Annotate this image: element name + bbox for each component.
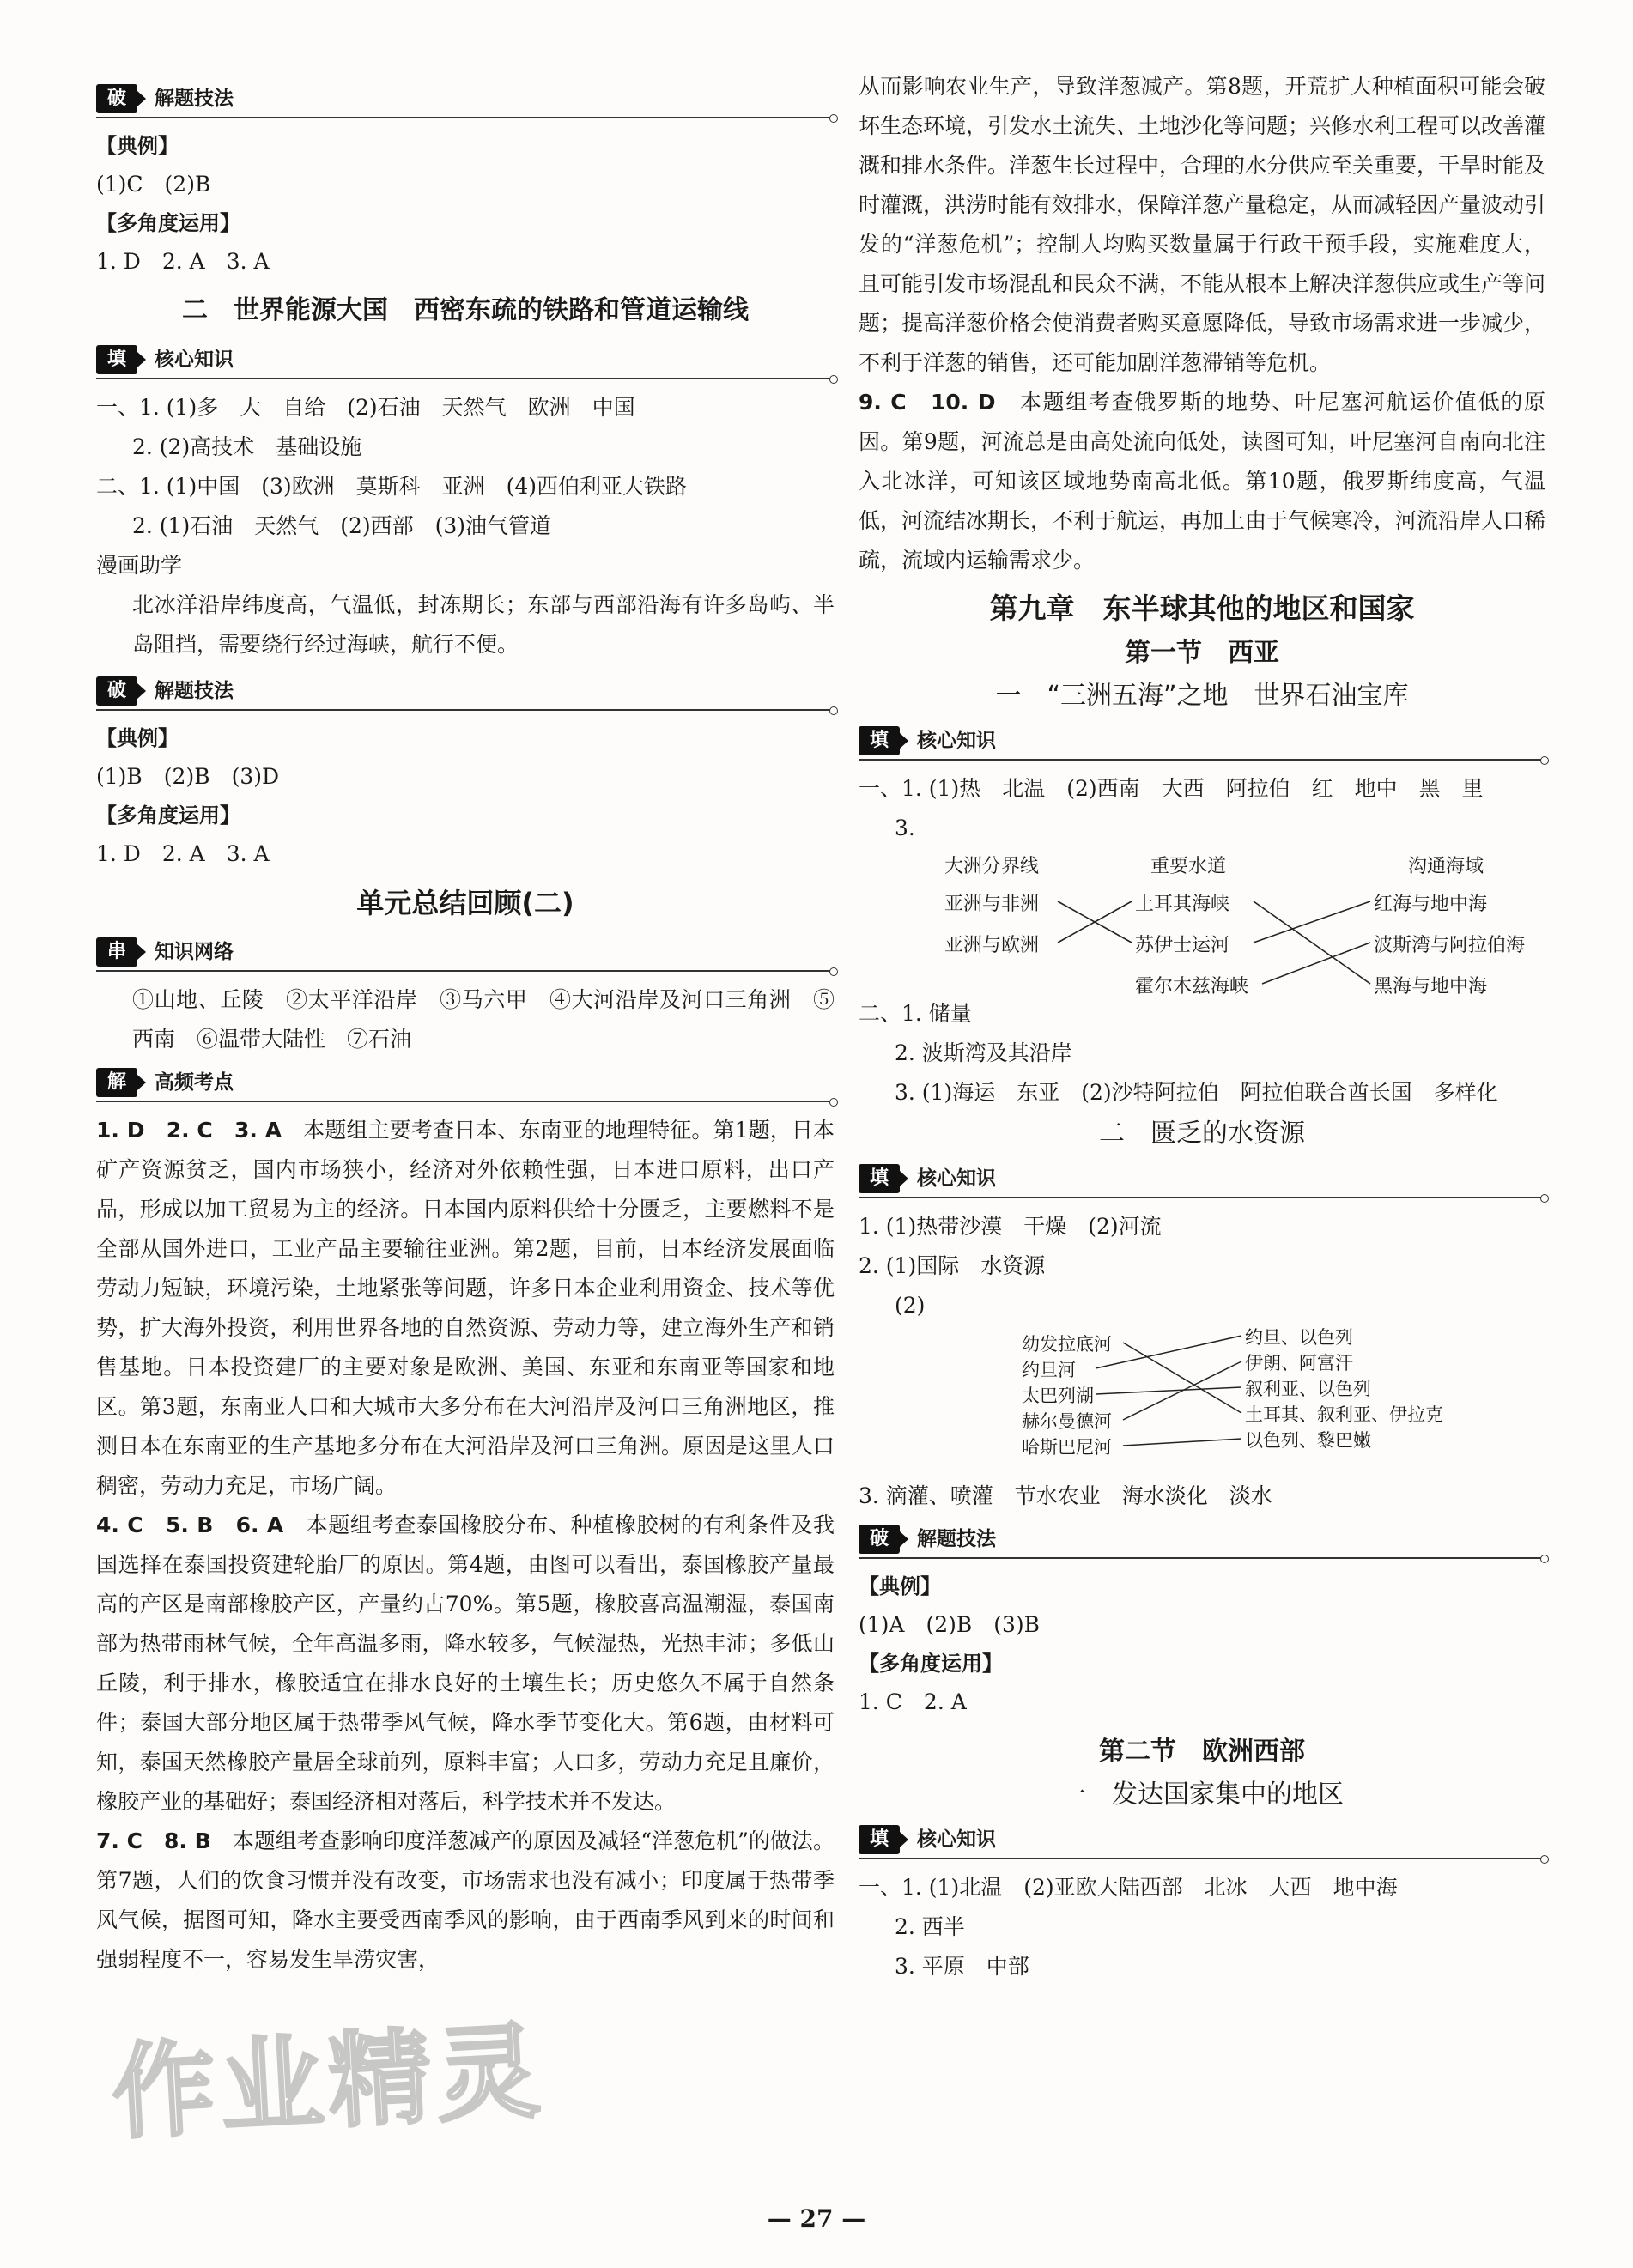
section-header-knowledge-network	[96, 932, 835, 973]
comic-explanation: 北冰洋沿岸纬度高，气温低，封冻期长；东部与西部沿海有许多岛屿、半岛阻挡，需要绕行经过海峡，航行不便。	[132, 592, 835, 657]
column-header: 大洲分界线	[944, 856, 1040, 877]
section-header-core-knowledge	[859, 1820, 1545, 1861]
answer-line: 3. (1)海运 东亚 (2)沙特阿拉伯 阿拉伯联合酋长国 多样化	[895, 1080, 1498, 1105]
matching-lines	[859, 1331, 1545, 1477]
header-rule	[96, 709, 835, 711]
section-header-title: 核心知识	[917, 1167, 996, 1190]
tag-badge: 破	[96, 676, 137, 706]
answer-line: 1. (1)热带沙漠 干燥 (2)河流	[859, 1214, 1162, 1239]
arrow-icon	[900, 733, 908, 749]
answer-line: 2. (1)石油 天然气 (2)西部 (3)油气管道	[132, 513, 552, 538]
tag-badge: 串	[96, 937, 137, 967]
explanation-paragraph	[96, 1506, 835, 1822]
section-header-techniques	[96, 671, 835, 713]
section-header-core-knowledge	[859, 721, 1545, 762]
tag-badge: 填	[859, 726, 900, 755]
multi-angle-label: 【多角度运用】	[859, 1652, 1003, 1676]
countries: 以色列、黎巴嫩	[1245, 1430, 1371, 1451]
question-numbers: 7. C 8. B	[96, 1828, 211, 1853]
waterway-matching-diagram	[859, 848, 1545, 998]
lesson-title: 一 发达国家集中的地区	[1060, 1780, 1344, 1810]
answer-line: (1)A (2)B (3)B	[859, 1612, 1041, 1637]
section-header-frequent-points	[96, 1063, 835, 1104]
header-rule	[859, 1197, 1545, 1198]
countries: 约旦、以色列	[1245, 1327, 1353, 1348]
arrow-icon	[900, 1832, 908, 1847]
section-header-title: 核心知识	[917, 730, 996, 752]
column-header: 沟通海域	[1408, 856, 1484, 877]
arrow-icon	[137, 683, 146, 699]
river-name: 太巴列湖	[1022, 1386, 1094, 1406]
tag-badge: 破	[96, 84, 137, 113]
explanation-paragraph	[859, 383, 1545, 580]
answer-line: 2. (1)国际 水资源	[859, 1253, 1046, 1278]
sea-area: 黑海与地中海	[1374, 976, 1488, 998]
tag-badge: 破	[859, 1525, 900, 1554]
sea-area: 红海与地中海	[1374, 894, 1488, 915]
tag-badge: 填	[859, 1825, 900, 1854]
section-header-title: 解题技法	[155, 680, 234, 702]
section-header-title: 核心知识	[155, 349, 234, 371]
explanation-text: 本题组考查影响印度洋葱减产的原因及减轻“洋葱危机”的做法。第7题，人们的饮食习惯并没有改变，市场需求也没有减小；印度属于热带季风气候，据图可知，降水主要受西南季风的影响，由于西南季风到来的时间和强弱程度不一，容易发生旱涝灾害，	[96, 1828, 835, 1972]
river-name: 哈斯巴尼河	[1022, 1437, 1112, 1458]
sea-area: 波斯湾与阿拉伯海	[1374, 935, 1526, 956]
section-header-core-knowledge	[96, 340, 835, 381]
section-header-techniques	[96, 79, 835, 120]
watermark-logo: 作业精灵	[109, 2011, 548, 2155]
answer-line: (1)C (2)B	[96, 172, 211, 197]
tag-badge: 填	[96, 345, 137, 374]
header-rule	[96, 378, 835, 379]
left-column	[96, 76, 835, 1980]
answer-line: 2. 波斯湾及其沿岸	[895, 1040, 1072, 1065]
river-name: 幼发拉底河	[1022, 1334, 1112, 1355]
waterway: 苏伊士运河	[1135, 935, 1230, 956]
header-rule	[859, 759, 1545, 761]
arrow-icon	[900, 1531, 908, 1547]
countries: 土耳其、叙利亚、伊拉克	[1245, 1404, 1443, 1425]
header-rule	[96, 970, 835, 972]
header-rule	[96, 117, 835, 118]
answer-line: 3. 平原 中部	[895, 1954, 1029, 1979]
answer-line: 3. 滴灌、喷灌 节水农业 海水淡化 淡水	[859, 1483, 1272, 1508]
answer-line: 二、1. 储量	[859, 1001, 972, 1026]
answer-line: 2. 西半	[895, 1914, 965, 1939]
river-matching-diagram	[859, 1327, 1545, 1477]
section-header-title: 知识网络	[155, 941, 234, 963]
answer-line: 1. D 2. A 3. A	[96, 841, 270, 866]
column-header: 重要水道	[1150, 856, 1227, 877]
explanation-paragraph	[96, 1111, 835, 1506]
explanation-text: 本题组主要考查日本、东南亚的地理特征。第1题，日本矿产资源贫乏，国内市场狭小，经济对外依赖性强，日本进口原料，出口产品，形成以加工贸易为主的经济。日本国内原料供给十分匮乏，主要燃料不是全部从国外进口，工业产品主要输往亚洲。第2题，目前，日本经济发展面临劳动力短缺，环境污染，土地紧张等问题，许多日本企业利用资金、技术等优势，扩大海外投资，利用世界各地的自然资源、劳动力等，建立海外生产和销售基地。日本投资建厂的主要对象是欧洲、美国、东亚和东南亚等国家和地区。第3题，东南亚人口和大城市大多分布在大河沿岸及河口三角洲地区，推测日本在东南亚的生产基地多分布在大河沿岸及河口三角洲。原因是这里人口稠密，劳动力充足，市场广阔。	[96, 1118, 835, 1498]
answer-line: (2)	[895, 1293, 926, 1318]
example-label: 【典例】	[96, 134, 179, 158]
waterway: 土耳其海峡	[1135, 894, 1230, 915]
arrow-icon	[137, 352, 146, 367]
answer-line: 1. C 2. A	[859, 1689, 967, 1714]
lesson-title: 一 “三洲五海”之地 世界石油宝库	[995, 681, 1409, 711]
header-rule	[859, 1858, 1545, 1859]
tag-badge: 填	[859, 1164, 900, 1193]
answer-line: 二、1. (1)中国 (3)欧洲 莫斯科 亚洲 (4)西伯利亚大铁路	[96, 474, 688, 499]
explanation-text: 本题组考查俄罗斯的地势、叶尼塞河航运价值低的原因。第9题，河流总是由高处流向低处，读图可知，叶尼塞河自南向北注入北冰洋，可知该区域地势南高北低。第10题，俄罗斯纬度高，气温低，河流结冰期长，不利于航运，再加上由于气候寒冷，河流沿岸人口稀疏，流域内运输需求少。	[859, 390, 1546, 573]
multi-angle-label: 【多角度运用】	[96, 211, 240, 235]
unit-review-title: 单元总结回顾(二)	[356, 887, 574, 919]
question-numbers: 4. C 5. B 6. A	[96, 1513, 284, 1537]
river-name: 约旦河	[1022, 1360, 1076, 1380]
header-rule	[859, 1557, 1545, 1559]
countries: 伊朗、阿富汗	[1245, 1353, 1353, 1374]
lesson-title: 二 匮乏的水资源	[1099, 1119, 1305, 1149]
page-number: — 27 —	[767, 2204, 866, 2233]
explanation-continued: 从而影响农业生产，导致洋葱减产。第8题，开荒扩大种植面积可能会破坏生态环境，引发水土流失、土地沙化等问题；兴修水利工程可以改善灌溉和排水条件。洋葱生长过程中，合理的水分供应至关重要，干旱时能及时灌溉，洪涝时能有效排水，保障洋葱产量稳定，从而减轻因产量波动引发的“洋葱危机”；控制人均购买数量属于行政干预手段，实施难度大，且可能引发市场混乱和民众不满，不能从根本上解决洋葱供应或生产等问题；提高洋葱价格会使消费者购买意愿降低，导致市场需求进一步减少，不利于洋葱的销售，还可能加剧洋葱滞销等危机。	[859, 74, 1546, 375]
answer-line: 2. (2)高技术 基础设施	[132, 434, 362, 459]
continent-boundary: 亚洲与非洲	[944, 894, 1040, 915]
section-title: 第一节 西亚	[1125, 638, 1279, 668]
section-header-techniques	[859, 1519, 1545, 1561]
knowledge-network-text: ①山地、丘陵 ②太平洋沿岸 ③马六甲 ④大河沿岸及河口三角洲 ⑤西南 ⑥温带大陆性 ⑦石油	[132, 987, 835, 1052]
multi-angle-label: 【多角度运用】	[96, 804, 240, 828]
answer-line: (1)B (2)B (3)D	[96, 764, 280, 789]
river-name: 赫尔曼德河	[1022, 1411, 1112, 1432]
answer-line: 1. D 2. A 3. A	[96, 249, 270, 274]
chapter-title: 第九章 东半球其他的地区和国家	[989, 591, 1415, 625]
answer-line: 一、1. (1)热 北温 (2)西南 大西 阿拉伯 红 地中 黑 里	[859, 776, 1484, 801]
arrow-icon	[137, 944, 146, 960]
section-header-title: 核心知识	[917, 1828, 996, 1851]
arrow-icon	[137, 91, 146, 106]
lesson-title: 二 世界能源大国 西密东疏的铁路和管道运输线	[182, 295, 749, 325]
explanation-text: 本题组考查泰国橡胶分布、种植橡胶树的有利条件及我国选择在泰国投资建轮胎厂的原因。第4题，由图可以看出，泰国橡胶产量最高的产区是南部橡胶产区，产量约占70%。第5题，橡胶喜高温潮湿，泰国南部为热带雨林气候，全年高温多雨，降水较多，气候湿热，光热丰沛；多低山丘陵，利于排水，橡胶适宜在排水良好的土壤生长；历史悠久不属于自然条件；泰国大部分地区属于热带季风气候，降水季节变化大。第6题，由材料可知，泰国天然橡胶产量居全球前列，原料丰富；人口多，劳动力充足且廉价，橡胶产业的基础好；泰国经济相对落后，科学技术并不发达。	[96, 1513, 835, 1814]
example-label: 【典例】	[859, 1574, 941, 1598]
answer-line: 3.	[895, 816, 915, 840]
explanation-paragraph	[96, 1822, 835, 1980]
question-numbers: 1. D 2. C 3. A	[96, 1118, 282, 1143]
arrow-icon	[900, 1171, 908, 1186]
section-header-title: 解题技法	[155, 88, 234, 110]
matching-lines	[859, 848, 1545, 1003]
waterway: 霍尔木兹海峡	[1135, 976, 1249, 998]
continent-boundary: 亚洲与欧洲	[944, 935, 1040, 956]
answer-line: 一、1. (1)北温 (2)亚欧大陆西部 北冰 大西 地中海	[859, 1875, 1398, 1900]
answer-line: 一、1. (1)多 大 自给 (2)石油 天然气 欧洲 中国	[96, 395, 635, 420]
tag-badge: 解	[96, 1068, 137, 1097]
comic-label: 漫画助学	[96, 553, 183, 578]
example-label: 【典例】	[96, 726, 179, 750]
section-header-title: 高频考点	[155, 1071, 234, 1094]
header-rule	[96, 1101, 835, 1102]
right-column	[859, 67, 1545, 1986]
arrow-icon	[137, 1075, 146, 1090]
question-numbers: 9. C 10. D	[859, 390, 996, 415]
section-header-core-knowledge	[859, 1159, 1545, 1200]
section-title: 第二节 欧洲西部	[1099, 1737, 1305, 1767]
section-header-title: 解题技法	[917, 1528, 996, 1550]
countries: 叙利亚、以色列	[1245, 1379, 1371, 1399]
